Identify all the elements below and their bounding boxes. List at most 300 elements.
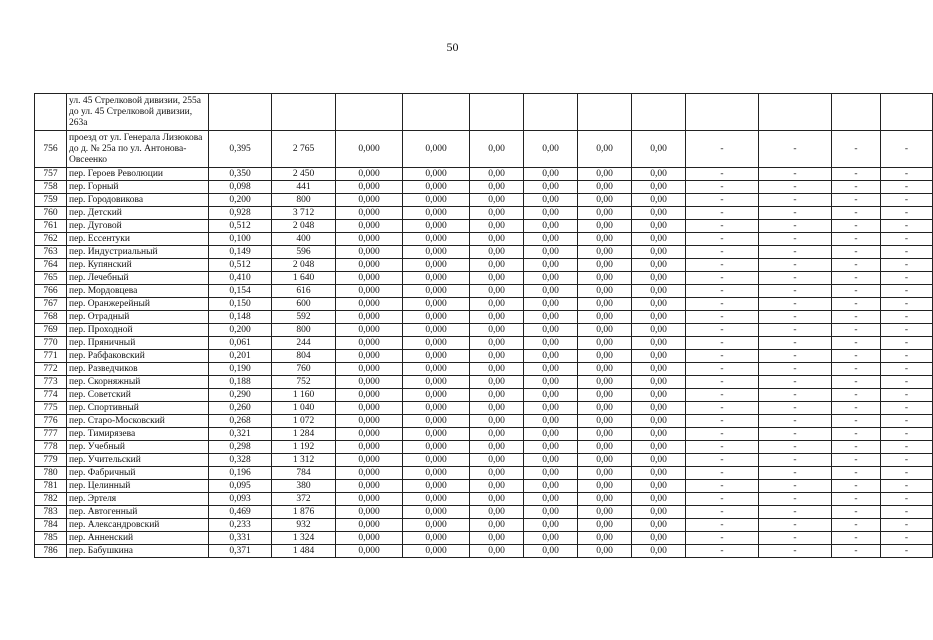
length-cell: 0,233 xyxy=(209,519,272,532)
value-cell: 0,00 xyxy=(524,233,578,246)
road-table xyxy=(34,93,933,558)
area-cell: 616 xyxy=(272,285,336,298)
dash-cell: - xyxy=(832,298,881,311)
value-cell: 0,000 xyxy=(403,506,470,519)
value-cell: 0,00 xyxy=(578,246,632,259)
table-row xyxy=(35,441,933,454)
dash-cell: - xyxy=(881,324,933,337)
value-cell: 0,000 xyxy=(403,246,470,259)
length-cell: 0,512 xyxy=(209,220,272,233)
dash-cell: - xyxy=(881,467,933,480)
area-cell: 372 xyxy=(272,493,336,506)
value-cell: 0,00 xyxy=(470,350,524,363)
area-cell: 380 xyxy=(272,480,336,493)
row-number-cell: 786 xyxy=(35,545,67,558)
street-name-cell: пер. Отрадный xyxy=(67,311,209,324)
dash-cell: - xyxy=(686,402,759,415)
row-number-cell: 778 xyxy=(35,441,67,454)
value-cell: 0,00 xyxy=(470,168,524,181)
value-cell: 0,00 xyxy=(470,181,524,194)
length-cell: 0,098 xyxy=(209,181,272,194)
value-cell: 0,00 xyxy=(578,272,632,285)
value-cell: 0,00 xyxy=(578,363,632,376)
length-cell: 0,395 xyxy=(209,131,272,168)
dash-cell: - xyxy=(686,363,759,376)
dash-cell: - xyxy=(686,168,759,181)
row-number-cell: 759 xyxy=(35,194,67,207)
dash-cell: - xyxy=(832,402,881,415)
value-cell: 0,00 xyxy=(578,337,632,350)
row-number-cell: 774 xyxy=(35,389,67,402)
dash-cell: - xyxy=(686,259,759,272)
street-name-cell: пер. Александровский xyxy=(67,519,209,532)
value-cell: 0,00 xyxy=(470,493,524,506)
dash-cell: - xyxy=(881,415,933,428)
dash-cell: - xyxy=(759,402,832,415)
value-cell: 0,00 xyxy=(578,376,632,389)
value-cell: 0,00 xyxy=(524,493,578,506)
dash-cell: - xyxy=(881,285,933,298)
row-number-cell: 784 xyxy=(35,519,67,532)
dash-cell: - xyxy=(759,350,832,363)
value-cell: 0,00 xyxy=(632,131,686,168)
dash-cell: - xyxy=(759,545,832,558)
dash-cell: - xyxy=(686,298,759,311)
value-cell: 0,00 xyxy=(632,480,686,493)
dash-cell: - xyxy=(686,532,759,545)
row-number-cell: 767 xyxy=(35,298,67,311)
row-number-cell: 761 xyxy=(35,220,67,233)
value-cell: 0,00 xyxy=(632,363,686,376)
table-row xyxy=(35,220,933,233)
value-cell: 0,00 xyxy=(632,207,686,220)
value-cell: 0,00 xyxy=(632,220,686,233)
value-cell: 0,00 xyxy=(632,350,686,363)
length-cell: 0,469 xyxy=(209,506,272,519)
dash-cell: - xyxy=(759,207,832,220)
area-cell: 2 048 xyxy=(272,220,336,233)
dash-cell: - xyxy=(881,428,933,441)
street-name-cell: пер. Пряничный xyxy=(67,337,209,350)
value-cell: 0,00 xyxy=(470,467,524,480)
value-cell: 0,00 xyxy=(470,285,524,298)
page-number: 50 xyxy=(446,40,459,54)
length-cell: 0,196 xyxy=(209,467,272,480)
area-cell: 441 xyxy=(272,181,336,194)
dash-cell: - xyxy=(686,493,759,506)
dash-cell: - xyxy=(881,131,933,168)
value-cell: 0,00 xyxy=(470,131,524,168)
dash-cell: - xyxy=(832,363,881,376)
length-cell: 0,200 xyxy=(209,194,272,207)
value-cell: 0,00 xyxy=(524,337,578,350)
value-cell: 0,00 xyxy=(470,519,524,532)
row-number-cell: 766 xyxy=(35,285,67,298)
value-cell: 0,00 xyxy=(470,311,524,324)
length-cell: 0,298 xyxy=(209,441,272,454)
street-name-cell: пер. Мордовцева xyxy=(67,285,209,298)
dash-cell: - xyxy=(832,545,881,558)
table-row xyxy=(35,168,933,181)
length-cell: 0,201 xyxy=(209,350,272,363)
value-cell: 0,000 xyxy=(336,428,403,441)
value-cell: 0,00 xyxy=(524,428,578,441)
value-cell: 0,00 xyxy=(524,363,578,376)
area-cell: 592 xyxy=(272,311,336,324)
value-cell: 0,00 xyxy=(470,415,524,428)
area-cell: 1 160 xyxy=(272,389,336,402)
value-cell: 0,00 xyxy=(578,194,632,207)
value-cell: 0,00 xyxy=(578,428,632,441)
row-number-cell: 782 xyxy=(35,493,67,506)
value-cell: 0,00 xyxy=(524,311,578,324)
area-cell: 2 765 xyxy=(272,131,336,168)
value-cell: 0,000 xyxy=(336,493,403,506)
area-cell: 2 048 xyxy=(272,259,336,272)
row-number-cell: 781 xyxy=(35,480,67,493)
value-cell: 0,000 xyxy=(336,454,403,467)
value-cell: 0,00 xyxy=(524,194,578,207)
dash-cell: - xyxy=(881,259,933,272)
value-cell: 0,00 xyxy=(578,389,632,402)
length-cell: 0,928 xyxy=(209,207,272,220)
length-cell: 0,200 xyxy=(209,324,272,337)
value-cell: 0,00 xyxy=(470,246,524,259)
value-cell: 0,00 xyxy=(632,545,686,558)
row-number-cell: 772 xyxy=(35,363,67,376)
value-cell: 0,00 xyxy=(470,389,524,402)
dash-cell: - xyxy=(686,441,759,454)
value-cell: 0,000 xyxy=(336,467,403,480)
value-cell: 0,00 xyxy=(632,532,686,545)
area-cell: 3 712 xyxy=(272,207,336,220)
value-cell: 0,000 xyxy=(403,428,470,441)
value-cell: 0,00 xyxy=(470,207,524,220)
area-cell: 1 484 xyxy=(272,545,336,558)
value-cell: 0,00 xyxy=(470,272,524,285)
street-name-cell: пер. Рабфаковский xyxy=(67,350,209,363)
dash-cell: - xyxy=(686,194,759,207)
dash-cell: - xyxy=(759,415,832,428)
value-cell: 0,000 xyxy=(403,168,470,181)
table-row xyxy=(35,428,933,441)
value-cell: 0,00 xyxy=(470,337,524,350)
dash-cell: - xyxy=(759,324,832,337)
dash-cell: - xyxy=(759,272,832,285)
street-name-cell: пер. Индустриальный xyxy=(67,246,209,259)
dash-cell: - xyxy=(832,285,881,298)
value-cell: 0,00 xyxy=(524,519,578,532)
street-name-cell: пер. Оранжерейный xyxy=(67,298,209,311)
dash-cell: - xyxy=(881,441,933,454)
value-cell: 0,00 xyxy=(632,402,686,415)
dash-cell: - xyxy=(686,428,759,441)
area-cell: 752 xyxy=(272,376,336,389)
value-cell: 0,000 xyxy=(336,415,403,428)
value-cell: 0,000 xyxy=(336,168,403,181)
length-cell: 0,290 xyxy=(209,389,272,402)
street-name-cell: пер. Дуговой xyxy=(67,220,209,233)
value-cell: 0,000 xyxy=(336,233,403,246)
length-cell: 0,190 xyxy=(209,363,272,376)
length-cell: 0,150 xyxy=(209,298,272,311)
dash-cell: - xyxy=(832,506,881,519)
value-cell: 0,00 xyxy=(578,168,632,181)
dash-cell: - xyxy=(759,493,832,506)
street-name-cell: пер. Эртеля xyxy=(67,493,209,506)
dash-cell: - xyxy=(832,233,881,246)
value-cell: 0,000 xyxy=(403,337,470,350)
value-cell: 0,000 xyxy=(336,285,403,298)
street-name-cell: пер. Учительский xyxy=(67,454,209,467)
dash-cell: - xyxy=(832,246,881,259)
dash-cell: - xyxy=(686,181,759,194)
value-cell: 0,00 xyxy=(578,131,632,168)
value-cell: 0,00 xyxy=(524,506,578,519)
value-cell: 0,00 xyxy=(632,233,686,246)
value-cell: 0,00 xyxy=(578,181,632,194)
area-cell: 600 xyxy=(272,298,336,311)
dash-cell: - xyxy=(832,415,881,428)
value-cell: 0,00 xyxy=(524,415,578,428)
value-cell: 0,00 xyxy=(470,194,524,207)
street-name-cell: пер. Купянский xyxy=(67,259,209,272)
value-cell: 0,00 xyxy=(632,506,686,519)
value-cell: 0,000 xyxy=(336,298,403,311)
value-cell: 0,00 xyxy=(632,519,686,532)
dash-cell: - xyxy=(686,376,759,389)
row-number-cell: 769 xyxy=(35,324,67,337)
value-cell: 0,00 xyxy=(578,324,632,337)
row-number-cell: 762 xyxy=(35,233,67,246)
street-name-cell: пер. Городовикова xyxy=(67,194,209,207)
value-cell: 0,00 xyxy=(578,350,632,363)
dash-cell: - xyxy=(832,337,881,350)
dash-cell: - xyxy=(881,311,933,324)
length-cell: 0,093 xyxy=(209,493,272,506)
value-cell: 0,00 xyxy=(524,376,578,389)
value-cell: 0,000 xyxy=(403,454,470,467)
value-cell: 0,00 xyxy=(524,207,578,220)
value-cell: 0,00 xyxy=(632,337,686,350)
dash-cell: - xyxy=(881,519,933,532)
table-row xyxy=(35,376,933,389)
area-cell: 1 040 xyxy=(272,402,336,415)
value-cell: 0,000 xyxy=(403,181,470,194)
street-name-cell: проезд от ул. Генерала Лизюкова до д. № 25а по ул. Антонова-Овсеенко xyxy=(67,131,209,168)
value-cell: 0,000 xyxy=(403,493,470,506)
value-cell: 0,000 xyxy=(336,441,403,454)
value-cell: 0,00 xyxy=(524,181,578,194)
length-cell: 0,154 xyxy=(209,285,272,298)
value-cell: 0,00 xyxy=(632,181,686,194)
dash-cell: - xyxy=(686,467,759,480)
table-row xyxy=(35,519,933,532)
value-cell: 0,000 xyxy=(403,415,470,428)
value-cell: 0,000 xyxy=(403,233,470,246)
row-number-cell: 765 xyxy=(35,272,67,285)
value-cell: 0,00 xyxy=(524,324,578,337)
table-row xyxy=(35,350,933,363)
dash-cell: - xyxy=(686,272,759,285)
value-cell: 0,00 xyxy=(578,532,632,545)
dash-cell: - xyxy=(686,207,759,220)
table-row-top xyxy=(35,94,933,131)
value-cell: 0,00 xyxy=(578,415,632,428)
value-cell: 0,000 xyxy=(403,350,470,363)
street-name-cell: пер. Детский xyxy=(67,207,209,220)
dash-cell: - xyxy=(832,207,881,220)
value-cell: 0,00 xyxy=(578,493,632,506)
value-cell: 0,00 xyxy=(578,259,632,272)
dash-cell: - xyxy=(881,207,933,220)
value-cell: 0,00 xyxy=(470,376,524,389)
value-cell: 0,00 xyxy=(524,272,578,285)
value-cell: 0,00 xyxy=(632,311,686,324)
street-name-cell: пер. Бабушкина xyxy=(67,545,209,558)
dash-cell: - xyxy=(759,467,832,480)
value-cell: 0,00 xyxy=(578,298,632,311)
value-cell: 0,00 xyxy=(578,402,632,415)
value-cell: 0,00 xyxy=(524,298,578,311)
row-number-cell: 783 xyxy=(35,506,67,519)
value-cell: 0,000 xyxy=(403,376,470,389)
area-cell: 2 450 xyxy=(272,168,336,181)
street-name-cell: пер. Горный xyxy=(67,181,209,194)
dash-cell: - xyxy=(686,389,759,402)
table-row xyxy=(35,467,933,480)
dash-cell: - xyxy=(759,285,832,298)
dash-cell: - xyxy=(759,532,832,545)
street-name-cell: пер. Старо-Московский xyxy=(67,415,209,428)
street-name-cell: пер. Учебный xyxy=(67,441,209,454)
value-cell: 0,00 xyxy=(578,467,632,480)
table-row xyxy=(35,233,933,246)
street-name-cell: ул. 45 Стрелковой дивизии, 255а до ул. 45 Стрелковой дивизии, 263а xyxy=(67,94,209,131)
length-cell: 0,188 xyxy=(209,376,272,389)
value-cell: 0,000 xyxy=(403,207,470,220)
value-cell: 0,00 xyxy=(578,233,632,246)
area-cell: 1 312 xyxy=(272,454,336,467)
value-cell: 0,000 xyxy=(403,532,470,545)
row-number-cell: 775 xyxy=(35,402,67,415)
value-cell: 0,00 xyxy=(470,324,524,337)
value-cell: 0,000 xyxy=(336,350,403,363)
street-name-cell: пер. Советский xyxy=(67,389,209,402)
dash-cell: - xyxy=(759,233,832,246)
row-number-cell: 780 xyxy=(35,467,67,480)
street-name-cell: пер. Анненский xyxy=(67,532,209,545)
value-cell: 0,000 xyxy=(403,324,470,337)
dash-cell: - xyxy=(686,233,759,246)
value-cell: 0,000 xyxy=(336,480,403,493)
dash-cell: - xyxy=(759,506,832,519)
table-row xyxy=(35,532,933,545)
value-cell: 0,000 xyxy=(336,220,403,233)
area-cell: 596 xyxy=(272,246,336,259)
dash-cell: - xyxy=(832,324,881,337)
table-row xyxy=(35,493,933,506)
dash-cell: - xyxy=(832,376,881,389)
value-cell: 0,00 xyxy=(524,259,578,272)
value-cell: 0,00 xyxy=(632,272,686,285)
value-cell: 0,000 xyxy=(336,272,403,285)
table-row xyxy=(35,298,933,311)
table-row xyxy=(35,402,933,415)
dash-cell: - xyxy=(832,131,881,168)
street-name-cell: пер. Автогенный xyxy=(67,506,209,519)
value-cell: 0,00 xyxy=(578,207,632,220)
value-cell: 0,00 xyxy=(632,493,686,506)
value-cell: 0,000 xyxy=(336,131,403,168)
dash-cell: - xyxy=(686,311,759,324)
dash-cell: - xyxy=(881,493,933,506)
value-cell: 0,00 xyxy=(470,363,524,376)
length-cell: 0,260 xyxy=(209,402,272,415)
value-cell: 0,000 xyxy=(336,519,403,532)
dash-cell: - xyxy=(759,220,832,233)
dash-cell: - xyxy=(832,467,881,480)
value-cell: 0,00 xyxy=(524,246,578,259)
dash-cell: - xyxy=(759,441,832,454)
row-number-cell: 773 xyxy=(35,376,67,389)
dash-cell: - xyxy=(881,181,933,194)
dash-cell: - xyxy=(759,298,832,311)
length-cell: 0,100 xyxy=(209,233,272,246)
value-cell: 0,00 xyxy=(578,311,632,324)
value-cell: 0,00 xyxy=(524,532,578,545)
length-cell: 0,268 xyxy=(209,415,272,428)
length-cell: 0,095 xyxy=(209,480,272,493)
dash-cell: - xyxy=(881,532,933,545)
dash-cell: - xyxy=(881,194,933,207)
street-name-cell: пер. Ессентуки xyxy=(67,233,209,246)
dash-cell: - xyxy=(759,480,832,493)
value-cell: 0,00 xyxy=(578,506,632,519)
dash-cell: - xyxy=(759,376,832,389)
value-cell: 0,00 xyxy=(632,259,686,272)
value-cell: 0,00 xyxy=(524,285,578,298)
street-name-cell: пер. Проходной xyxy=(67,324,209,337)
row-number-cell: 763 xyxy=(35,246,67,259)
dash-cell: - xyxy=(759,131,832,168)
dash-cell: - xyxy=(832,168,881,181)
length-cell: 0,512 xyxy=(209,259,272,272)
value-cell: 0,00 xyxy=(524,220,578,233)
row-number-cell: 760 xyxy=(35,207,67,220)
length-cell: 0,328 xyxy=(209,454,272,467)
area-cell: 1 876 xyxy=(272,506,336,519)
area-cell: 932 xyxy=(272,519,336,532)
street-name-cell: пер. Спортивный xyxy=(67,402,209,415)
value-cell: 0,00 xyxy=(578,454,632,467)
dash-cell: - xyxy=(832,428,881,441)
row-number-cell: 776 xyxy=(35,415,67,428)
value-cell: 0,000 xyxy=(403,519,470,532)
dash-cell: - xyxy=(759,428,832,441)
area-cell: 804 xyxy=(272,350,336,363)
dash-cell: - xyxy=(759,168,832,181)
value-cell: 0,000 xyxy=(336,311,403,324)
value-cell: 0,000 xyxy=(403,131,470,168)
dash-cell: - xyxy=(881,220,933,233)
row-number-cell: 764 xyxy=(35,259,67,272)
length-cell: 0,149 xyxy=(209,246,272,259)
value-cell: 0,00 xyxy=(632,298,686,311)
value-cell: 0,00 xyxy=(470,259,524,272)
area-cell: 1 192 xyxy=(272,441,336,454)
dash-cell: - xyxy=(686,506,759,519)
